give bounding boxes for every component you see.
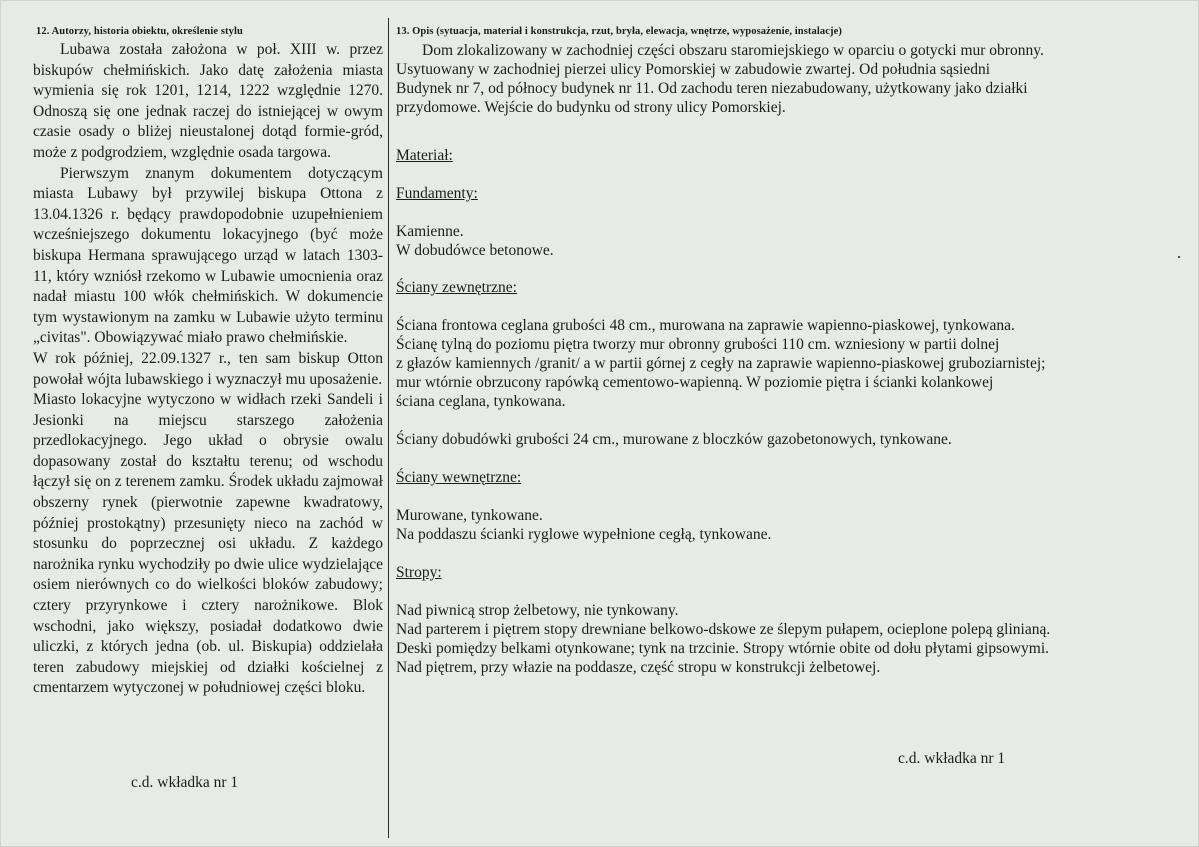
exterior-walls-line: Ścianę tylną do poziomu piętra tworzy mur obronny grubości 110 cm. wzniesiony w partii dolnej [396, 336, 1000, 353]
exterior-walls-line: z głazów kamiennych /granit/ a w partii górnej z cegły na zaprawie wapienno-piaskowej gruboziarnistej; [396, 355, 1046, 372]
interior-walls-line: Na poddaszu ścianki ryglowe wypełnione cegłą, tynkowane. [396, 526, 772, 543]
intro-line: Usytuowany w zachodniej pierzei ulicy Pomorskiej w zabudowie zwartej. Od południa sąsiedni [396, 61, 991, 78]
ceilings-line: Nad parterem i piętrem stopy drewniane belkowo-dskowe ze ślepym pułapem, ocieplone polepą glinianą. [396, 621, 1051, 638]
description-section [396, 25, 1186, 677]
description-text [396, 41, 1186, 677]
ceilings-heading: Stropy: [396, 564, 442, 581]
history-paragraph: Pierwszym znanym dokumentem dotyczącym miasta Lubawy był przywilej biskupa Ottona z 13.04.1326 r. będący prawdopodobnie uzupełnieniem wcześniejszego dokumentu lokacyjnego (być może biskupa Hermana sprawującego urząd w latach 1303-11, który wzniósł rzekomo w Lubawie umocnienia oraz nadał miastu 100 włók chełmińskich. W dokumencie tym wystawionym na zamku w Lubawie użyto terminu „civitas". Obowiązywać miało prawo chełmińskie. [33, 164, 383, 347]
intro-line: przydomowe. Wejście do budynku od strony ulicy Pomorskiej. [396, 99, 786, 116]
exterior-walls-line: Ściana frontowa ceglana grubości 48 cm., murowana na zaprawie wapienno-piaskowej, tynkowana. [396, 317, 1015, 334]
history-paragraph: Lubawa została założona w poł. XIII w. przez biskupów chełmińskich. Jako datę założenia miasta wymienia się rok 1201, 1214, 1222 względnie 1270. Odnoszą się one jednak raczej do istniejącej w owym czasie osady o bliżej nieustalonej dotąd formie-gród, może z podgrodziem, względnie osada targowa. [33, 41, 383, 161]
material-heading: Materiał: [396, 147, 453, 164]
history-continuation-note: c.d. wkładka nr 1 [131, 774, 239, 791]
interior-walls-heading: Ściany wewnętrzne: [396, 469, 522, 486]
foundations-line: Kamienne. [396, 223, 464, 240]
history-heading: 12. Autorzy, historia obiektu, określenie stylu [36, 26, 243, 37]
description-continuation-note: c.d. wkładka nr 1 [898, 750, 1006, 767]
annex-walls-line: Ściany dobudówki grubości 24 cm., murowane z bloczków gazobetonowych, tynkowane. [396, 431, 952, 448]
exterior-walls-line: mur wtórnie obrzucony rapówką cementowo-wapienną. W poziomie piętra i ścianki kolankowej [396, 374, 994, 391]
history-paragraph: W rok później, 22.09.1327 r., ten sam biskup Otton powołał wójta lubawskiego i wyznaczył mu uposażenie. [33, 349, 383, 388]
foundations-line: W dobudówce betonowe. [396, 242, 554, 259]
foundations-heading: Fundamenty: [396, 185, 478, 202]
column-divider [388, 18, 389, 838]
history-section [33, 25, 383, 699]
ceilings-line: Nad piwnicą strop żelbetowy, nie tynkowany. [396, 602, 679, 619]
history-paragraph: Miasto lokacyjne wytyczono w widłach rzeki Sandeli i Jesionki na miejscu starszego założenia przedlokacyjnego. Jego układ o obrysie owalu dopasowany został do kształtu terenu; od wschodu łączył się on z terenem zamku. Środek układu zajmował obszerny rynek (pierwotnie zapewne kwadratowy, później prostokątny) przesunięty nieco na zachód w stosunku do poprzecznej osi układu. Z każdego narożnika rynku wychodziły po dwie ulice wydzielające osiem nierównych co do wielkości bloków zabudowy; cztery przyrynkowe i cztery narożnikowe. Blok wschodni, jako większy, posiadał dodatkowo dwie uliczki, z których jedna (ob. ul. Biskupia) oddzielała teren zabudowy miejskiej od działki kościelnej z cmentarzem wytyczonej w południowej części bloku. [33, 391, 383, 697]
exterior-walls-heading: Ściany zewnętrzne: [396, 279, 517, 296]
exterior-walls-line: ściana ceglana, tynkowana. [396, 393, 566, 410]
intro-line: Budynek nr 7, od północy budynek nr 11. Od zachodu teren niezabudowany, użytkowany jako działki [396, 80, 1028, 97]
interior-walls-line: Murowane, tynkowane. [396, 507, 543, 524]
ceilings-line: Nad piętrem, przy włazie na poddasze, część stropu w konstrukcji żelbetowej. [396, 659, 881, 676]
history-text [33, 40, 383, 699]
intro-line: Dom zlokalizowany w zachodniej części obszaru staromiejskiego w oparciu o gotycki mur obronny. [422, 42, 1044, 59]
ceilings-line: Deski pomiędzy belkami otynkowane; tynk na trzcinie. Stropy wtórnie obite od dołu płytami gipsowymi. [396, 640, 1050, 657]
description-heading: 13. Opis (sytuacja, materiał i konstrukcja, rzut, bryła, elewacja, wnętrze, wyposażenie, instalacje) [396, 26, 842, 37]
